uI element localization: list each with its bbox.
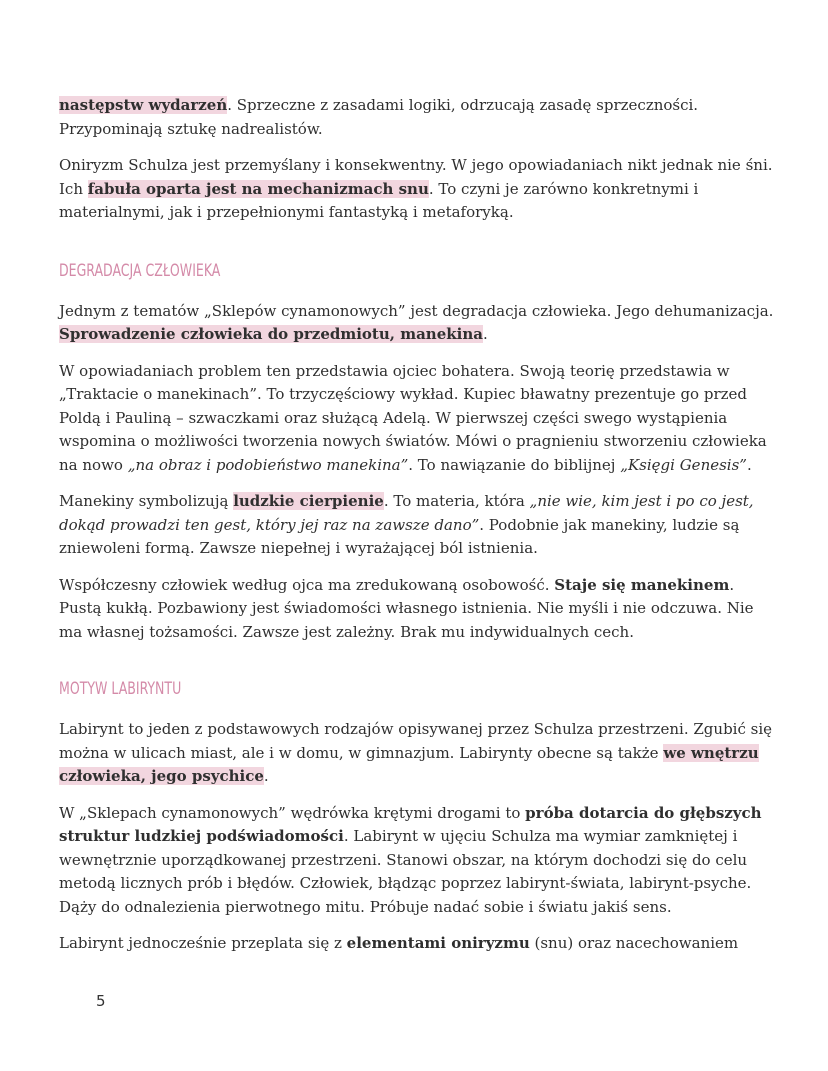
text: Oniryzm Schulza jest przemyślany i konsekwentny. W jego opowiadaniach nikt jednak nie śni. Ich	[59, 156, 773, 198]
highlight: ludzkie cierpienie	[233, 492, 384, 510]
text: Współczesny człowiek według ojca ma zredukowaną osobowość.	[59, 575, 555, 594]
text: . Sprzeczne z zasadami logiki, odrzucają zasadę sprzeczności. Przypominają sztukę nadrealistów.	[59, 96, 699, 138]
paragraph-1	[59, 94, 779, 141]
text: W opowiadaniach problem ten przedstawia ojciec bohatera. Swoją teorię przedstawia w „Traktacie o manekinach”. To trzyczęściowy wykład. Kupiec bławatny prezentuje go przed Poldą i Pauliną – szwaczkami oraz służącą Adelą. W pierwszej części swego wystąpienia wspomina o możliwości tworzenia nowych światów. Mówi o pragnieniu stworzeniu człowieka na nowo	[59, 361, 767, 474]
text: .	[746, 455, 752, 474]
text: Labirynt jednocześnie przeplata się z	[59, 934, 347, 952]
highlight: następstw wydarzeń	[59, 96, 228, 114]
section-heading-labirynt: MOTYW LABIRYNTU	[59, 679, 182, 699]
highlight: fabuła oparta jest na mechanizmach snu	[87, 179, 429, 198]
text: . To materia, która	[383, 492, 530, 510]
quote: „na obraz i podobieństwo manekina”	[127, 455, 409, 474]
bold-text: Staje się manekinem	[554, 575, 730, 594]
paragraph-2	[59, 154, 779, 225]
text: W „Sklepach cynamonowych” wędrówka krętymi drogami to	[59, 803, 526, 822]
text: . Podobnie jak manekiny, ludzie są zniewoleni formą. Zawsze niepełnej i wyrażającej ból istnienia.	[59, 515, 740, 557]
paragraph-6	[59, 574, 779, 645]
text: Jednym z tematów „Sklepów cynamonowych” jest degradacja człowieka. Jego dehumanizacja.	[59, 301, 774, 320]
text: Labirynt to jeden z podstawowych rodzajów opisywanej przez Schulza przestrzeni. Zgubić się można w ulicach miast, ale i w domu, w gimnazjum. Labirynty obecne są także	[59, 720, 773, 762]
text: . Labirynt w ujęciu Schulza ma wymiar zamkniętej i wewnętrznie uporządkowanej przestrzeni. Stanowi obszar, na którym dochodzi się do celu metodą licznych prób i błędów. Człowiek, błądząc poprzez labirynt-świata, labirynt-psyche. Dąży do odnalezienia pierwotnego mitu. Próbuje nadać sobie i światu jakiś sens.	[59, 827, 752, 916]
bold-text: elementami oniryzmu	[346, 934, 530, 952]
highlight: we wnętrzu człowieka, jego psychice	[59, 743, 759, 785]
section-heading-degradacja: DEGRADACJA CZŁOWIEKA	[59, 260, 221, 281]
paragraph-5	[59, 490, 779, 561]
paragraph-8	[59, 802, 779, 920]
paragraph-4	[59, 360, 779, 478]
text: Manekiny symbolizują	[59, 492, 234, 510]
text: . To nawiązanie do biblijnej	[408, 455, 621, 474]
text: .	[263, 767, 269, 785]
text: .	[482, 325, 488, 343]
document-page	[59, 94, 779, 969]
text: . Pustą kukłą. Pozbawiony jest świadomości własnego istnienia. Nie myśli i nie odczuwa. Nie ma własnej tożsamości. Zawsze jest zależny. Brak mu indywidualnych cech.	[59, 575, 754, 641]
page-number: 5	[96, 992, 106, 1010]
bold-text: próba dotarcia do głębszych struktur ludzkiej podświadomości	[59, 803, 762, 845]
quote: „nie wie, kim jest i po co jest, dokąd prowadzi ten gest, który jej raz na zawsze dano”	[59, 492, 754, 534]
paragraph-7	[59, 718, 779, 789]
quote: „Księgi Genesis”	[620, 455, 747, 474]
text: (snu) oraz nacechowaniem	[529, 934, 739, 952]
paragraph-9	[59, 932, 779, 956]
paragraph-3	[59, 300, 779, 347]
highlight: Sprowadzenie człowieka do przedmiotu, manekina	[59, 325, 483, 343]
text: . To czyni je zarówno konkretnymi i materialnymi, jak i przepełnionymi fantastyką i metaforyką.	[59, 179, 699, 221]
